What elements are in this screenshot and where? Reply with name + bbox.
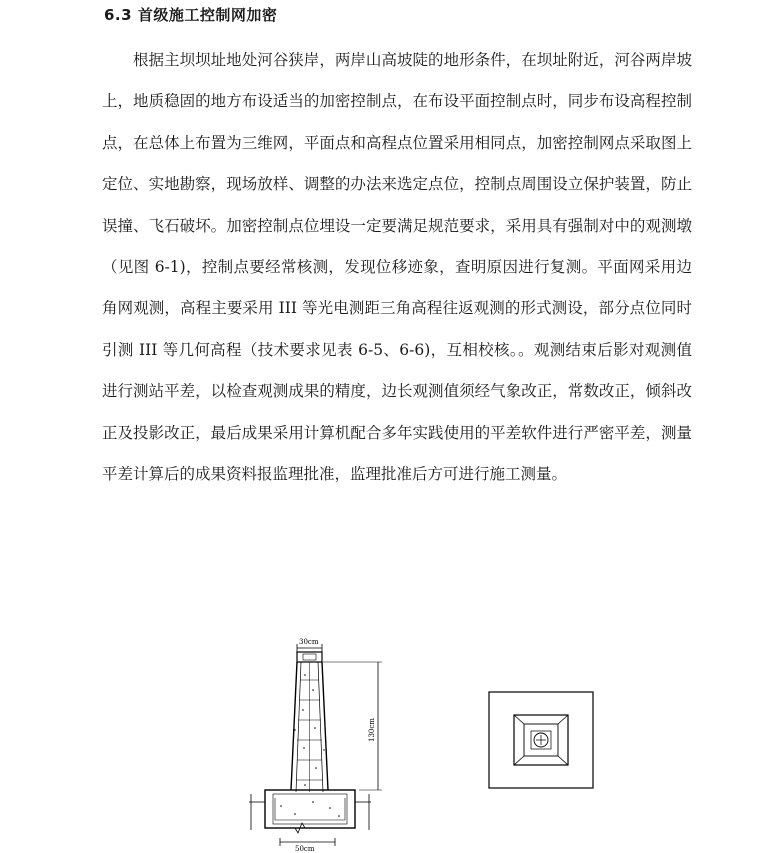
base-width-label: 50cm	[295, 845, 315, 852]
section-title: 首级施工控制网加密	[137, 6, 278, 24]
pier-elevation-view	[249, 644, 382, 846]
top-width-label: 30cm	[299, 638, 319, 646]
body-paragraph: 根据主坝坝址地处河谷狭岸，两岸山高坡陡的地形条件，在坝址附近，河谷两岸坡上，地质稳固的地方布设适当的加密控制点，在布设平面控制点时，同步布设高程控制点，在总体上布置为三维网，平面点和高程点位置采用相同点，加密控制网点采取图上定位、实地勘察，现场放样、调整的办法来选定点位，控制点周围设立保护装置，防止误撞、飞石破坏。加密控制点位埋设一定要满足规范要求，采用具有强制对中的观测墩（见图 6-1)，控制点要经常核测，发现位移迹象，查明原因进行复测。平面网采用边角网观测，高程主要采用 III 等光电测距三角高程往返观测的形式测设，部分点位同时引测 III 等几何高程（技术要求见表 6-5、6-6)，互相校核。。观测结束后影对观测值进行测站平差，以检查观测成果的精度，边长观测值须经气象改正，常数改正，倾斜改正及投影改正，最后成果采用计算机配合多年实践使用的平差软件进行严密平差，测量平差计算后的成果资料报监理批准，监理批准后方可进行施工测量。	[102, 51, 692, 484]
pier-plan-view	[489, 692, 593, 788]
pier-drawing	[235, 630, 615, 852]
height-label: 130cm	[368, 718, 376, 742]
section-heading	[104, 4, 277, 25]
observation-pier-figure	[235, 630, 615, 852]
section-number: 6.3	[104, 6, 133, 24]
